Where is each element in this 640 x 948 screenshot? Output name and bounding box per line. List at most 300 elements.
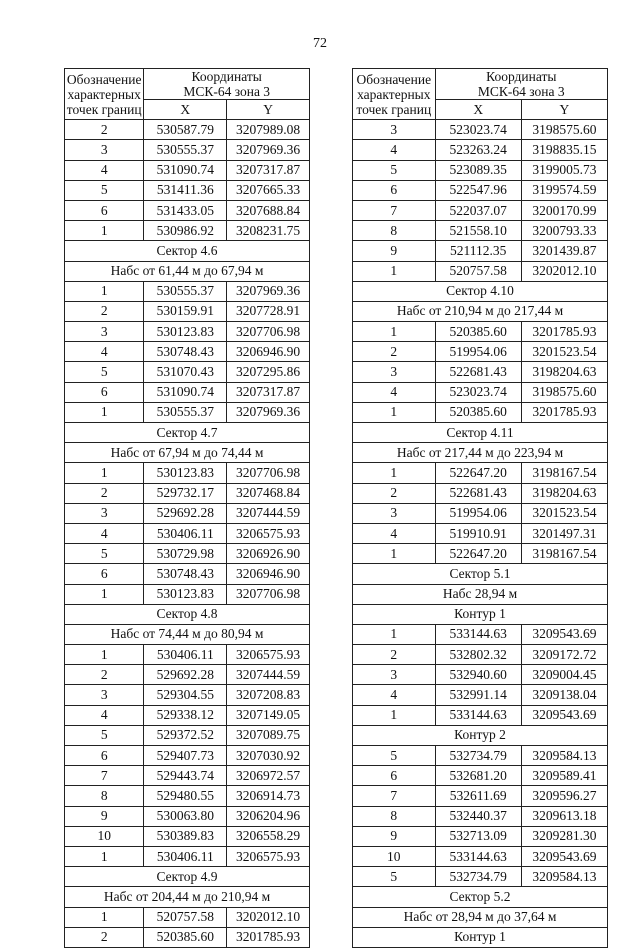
y-coordinate-cell: 3209613.18: [521, 806, 607, 826]
point-number-cell: 1: [353, 624, 436, 644]
point-number-cell: 6: [65, 746, 144, 766]
table-row: [65, 544, 310, 564]
point-number-cell: 2: [65, 665, 144, 685]
point-number-cell: 6: [65, 564, 144, 584]
section-label: Сектор 4.9: [65, 867, 310, 887]
table-row: [65, 200, 310, 220]
table-row: [353, 544, 608, 564]
table-row: [65, 503, 310, 523]
point-number-cell: 1: [353, 402, 436, 422]
y-coordinate-cell: 3206204.96: [227, 806, 310, 826]
table-row: [65, 685, 310, 705]
point-number-cell: 1: [65, 846, 144, 866]
y-coordinate-cell: 3206575.93: [227, 523, 310, 543]
table-row: [65, 645, 310, 665]
table-row: [353, 665, 608, 685]
y-coordinate-cell: 3201785.93: [521, 322, 607, 342]
point-header-line: точек границ: [66, 101, 142, 117]
x-coordinate-cell: 531411.36: [144, 180, 227, 200]
point-number-cell: 9: [353, 826, 436, 846]
y-coordinate-cell: 3209584.13: [521, 746, 607, 766]
y-coordinate-cell: 3206926.90: [227, 544, 310, 564]
point-number-cell: 4: [353, 685, 436, 705]
point-number-cell: 2: [353, 645, 436, 665]
x-coordinate-cell: 520385.60: [435, 322, 521, 342]
table-row: [65, 786, 310, 806]
y-coordinate-cell: 3207030.92: [227, 746, 310, 766]
x-coordinate-cell: 530406.11: [144, 846, 227, 866]
point-number-cell: 6: [353, 766, 436, 786]
point-number-cell: 3: [353, 665, 436, 685]
table-row: [353, 261, 608, 281]
section-label: Набс от 67,94 м до 74,44 м: [65, 443, 310, 463]
table-row: [353, 806, 608, 826]
table-row: [65, 725, 310, 745]
y-coordinate-cell: 3207089.75: [227, 725, 310, 745]
y-column-header: Y: [521, 100, 607, 120]
header-row: [353, 69, 608, 100]
point-number-cell: 4: [65, 342, 144, 362]
y-coordinate-cell: 3207665.33: [227, 180, 310, 200]
x-coordinate-cell: 519954.06: [435, 503, 521, 523]
point-number-cell: 5: [353, 746, 436, 766]
y-column-header: Y: [227, 100, 310, 120]
point-number-cell: 10: [65, 826, 144, 846]
table-row: [353, 200, 608, 220]
y-coordinate-cell: 3206575.93: [227, 645, 310, 665]
point-number-cell: 6: [65, 382, 144, 402]
coordinates-table-right: [352, 68, 608, 948]
y-coordinate-cell: 3206946.90: [227, 342, 310, 362]
y-coordinate-cell: 3199574.59: [521, 180, 607, 200]
point-number-cell: 2: [65, 301, 144, 321]
section-label-row: [353, 564, 608, 584]
y-coordinate-cell: 3207688.84: [227, 200, 310, 220]
y-coordinate-cell: 3198204.63: [521, 483, 607, 503]
y-coordinate-cell: 3206558.29: [227, 826, 310, 846]
y-coordinate-cell: 3207706.98: [227, 584, 310, 604]
y-coordinate-cell: 3198575.60: [521, 120, 607, 140]
point-number-cell: 1: [65, 221, 144, 241]
point-number-cell: 3: [353, 120, 436, 140]
section-label-row: [353, 907, 608, 927]
x-coordinate-cell: 522647.20: [435, 463, 521, 483]
point-number-cell: 5: [65, 544, 144, 564]
section-label: Сектор 5.1: [353, 564, 608, 584]
point-header-line: характерных: [67, 86, 141, 102]
y-coordinate-cell: 3209004.45: [521, 665, 607, 685]
y-coordinate-cell: 3207468.84: [227, 483, 310, 503]
section-label: Сектор 4.8: [65, 604, 310, 624]
section-label-row: [65, 604, 310, 624]
table-row: [65, 342, 310, 362]
x-coordinate-cell: 530748.43: [144, 564, 227, 584]
table-row: [353, 402, 608, 422]
point-number-cell: 9: [65, 806, 144, 826]
y-coordinate-cell: 3207969.36: [227, 402, 310, 422]
x-coordinate-cell: 530986.92: [144, 221, 227, 241]
point-number-cell: 3: [353, 362, 436, 382]
x-coordinate-cell: 523023.74: [435, 382, 521, 402]
x-coordinate-cell: 529407.73: [144, 746, 227, 766]
x-coordinate-cell: 532991.14: [435, 685, 521, 705]
section-label: Сектор 4.10: [353, 281, 608, 301]
point-number-cell: 1: [65, 463, 144, 483]
coords-header-line: МСК-64 зона 3: [477, 84, 565, 99]
point-header-line: Обозначение: [66, 71, 142, 87]
point-number-cell: 9: [353, 241, 436, 261]
y-coordinate-cell: 3209138.04: [521, 685, 607, 705]
section-label-row: [65, 423, 310, 443]
x-coordinate-cell: 520385.60: [144, 927, 227, 947]
table-row: [65, 927, 310, 947]
x-column-header: X: [144, 100, 227, 120]
section-label: Набс от 74,44 м до 80,94 м: [65, 624, 310, 644]
x-coordinate-cell: 533144.63: [435, 846, 521, 866]
y-coordinate-cell: 3201497.31: [521, 523, 607, 543]
x-coordinate-cell: 529338.12: [144, 705, 227, 725]
point-designation-header: [353, 69, 436, 120]
x-coordinate-cell: 532681.20: [435, 766, 521, 786]
y-coordinate-cell: 3201785.93: [521, 402, 607, 422]
y-coordinate-cell: 3207969.36: [227, 140, 310, 160]
y-coordinate-cell: 3207706.98: [227, 463, 310, 483]
point-number-cell: 1: [65, 645, 144, 665]
section-label: Набс от 210,94 м до 217,44 м: [353, 301, 608, 321]
coords-header-line: Координаты: [191, 69, 262, 84]
x-coordinate-cell: 529304.55: [144, 685, 227, 705]
table-row: [65, 564, 310, 584]
x-coordinate-cell: 532611.69: [435, 786, 521, 806]
point-number-cell: 7: [65, 766, 144, 786]
table-row: [353, 826, 608, 846]
section-label-row: [353, 301, 608, 321]
right-table-body: [353, 120, 608, 948]
y-coordinate-cell: 3198575.60: [521, 382, 607, 402]
x-coordinate-cell: 520757.58: [144, 907, 227, 927]
y-coordinate-cell: 3198167.54: [521, 544, 607, 564]
point-number-cell: 1: [353, 322, 436, 342]
section-label-row: [65, 443, 310, 463]
section-label: Сектор 4.6: [65, 241, 310, 261]
y-coordinate-cell: 3209172.72: [521, 645, 607, 665]
point-number-cell: 2: [353, 342, 436, 362]
x-coordinate-cell: 522547.96: [435, 180, 521, 200]
y-coordinate-cell: 3209543.69: [521, 846, 607, 866]
point-number-cell: 2: [65, 927, 144, 947]
table-row: [65, 846, 310, 866]
coordinates-header: [435, 69, 607, 100]
table-row: [65, 806, 310, 826]
table-row: [353, 382, 608, 402]
point-number-cell: 1: [65, 402, 144, 422]
section-label: Набс от 217,44 м до 223,94 м: [353, 443, 608, 463]
coordinates-table-left: [64, 68, 310, 948]
x-coordinate-cell: 519910.91: [435, 523, 521, 543]
section-label-row: [65, 261, 310, 281]
section-label: Сектор 4.7: [65, 423, 310, 443]
point-number-cell: 5: [65, 725, 144, 745]
table-row: [65, 483, 310, 503]
x-coordinate-cell: 530555.37: [144, 140, 227, 160]
table-row: [65, 382, 310, 402]
section-label: Контур 1: [353, 927, 608, 947]
table-row: [353, 523, 608, 543]
y-coordinate-cell: 3201439.87: [521, 241, 607, 261]
y-coordinate-cell: 3209596.27: [521, 786, 607, 806]
table-row: [65, 281, 310, 301]
x-coordinate-cell: 529732.17: [144, 483, 227, 503]
point-number-cell: 6: [353, 180, 436, 200]
x-coordinate-cell: 522037.07: [435, 200, 521, 220]
x-coordinate-cell: 530729.98: [144, 544, 227, 564]
point-number-cell: 7: [353, 200, 436, 220]
point-number-cell: 2: [65, 120, 144, 140]
y-coordinate-cell: 3208231.75: [227, 221, 310, 241]
section-label: Набс 28,94 м: [353, 584, 608, 604]
y-coordinate-cell: 3202012.10: [227, 907, 310, 927]
point-number-cell: 1: [65, 281, 144, 301]
table-row: [353, 241, 608, 261]
y-coordinate-cell: 3206575.93: [227, 846, 310, 866]
section-label-row: [65, 241, 310, 261]
table-row: [65, 463, 310, 483]
y-coordinate-cell: 3207706.98: [227, 322, 310, 342]
y-coordinate-cell: 3209543.69: [521, 624, 607, 644]
table-row: [353, 221, 608, 241]
y-coordinate-cell: 3206972.57: [227, 766, 310, 786]
table-row: [353, 846, 608, 866]
y-coordinate-cell: 3207295.86: [227, 362, 310, 382]
x-coordinate-cell: 530555.37: [144, 281, 227, 301]
section-label-row: [353, 443, 608, 463]
table-row: [353, 867, 608, 887]
section-label-row: [65, 624, 310, 644]
table-row: [65, 221, 310, 241]
x-coordinate-cell: 522681.43: [435, 483, 521, 503]
x-coordinate-cell: 520385.60: [435, 402, 521, 422]
point-number-cell: 2: [65, 483, 144, 503]
y-coordinate-cell: 3207728.91: [227, 301, 310, 321]
section-label-row: [353, 604, 608, 624]
x-coordinate-cell: 530159.91: [144, 301, 227, 321]
x-coordinate-cell: 529443.74: [144, 766, 227, 786]
table-row: [65, 322, 310, 342]
table-row: [353, 322, 608, 342]
table-row: [353, 766, 608, 786]
section-label: Сектор 4.11: [353, 423, 608, 443]
y-coordinate-cell: 3207444.59: [227, 665, 310, 685]
x-coordinate-cell: 521558.10: [435, 221, 521, 241]
y-coordinate-cell: 3209589.41: [521, 766, 607, 786]
point-header-line: характерных: [357, 86, 431, 102]
x-coordinate-cell: 523089.35: [435, 160, 521, 180]
point-number-cell: 8: [353, 221, 436, 241]
x-coordinate-cell: 523023.74: [435, 120, 521, 140]
point-header-line: Обозначение: [356, 71, 432, 87]
x-coordinate-cell: 530748.43: [144, 342, 227, 362]
x-column-header: X: [435, 100, 521, 120]
table-row: [65, 140, 310, 160]
table-row: [353, 503, 608, 523]
table-row: [353, 342, 608, 362]
section-label-row: [353, 423, 608, 443]
table-row: [353, 685, 608, 705]
y-coordinate-cell: 3206946.90: [227, 564, 310, 584]
y-coordinate-cell: 3207149.05: [227, 705, 310, 725]
y-coordinate-cell: 3198835.15: [521, 140, 607, 160]
x-coordinate-cell: 532940.60: [435, 665, 521, 685]
x-coordinate-cell: 529692.28: [144, 503, 227, 523]
table-row: [65, 180, 310, 200]
x-coordinate-cell: 532734.79: [435, 746, 521, 766]
point-number-cell: 1: [65, 907, 144, 927]
y-coordinate-cell: 3200793.33: [521, 221, 607, 241]
y-coordinate-cell: 3207317.87: [227, 160, 310, 180]
x-coordinate-cell: 532802.32: [435, 645, 521, 665]
y-coordinate-cell: 3207317.87: [227, 382, 310, 402]
x-coordinate-cell: 529372.52: [144, 725, 227, 745]
table-row: [353, 483, 608, 503]
point-number-cell: 8: [353, 806, 436, 826]
y-coordinate-cell: 3198167.54: [521, 463, 607, 483]
section-label: Набс от 204,44 м до 210,94 м: [65, 887, 310, 907]
y-coordinate-cell: 3209281.30: [521, 826, 607, 846]
coords-header-line: МСК-64 зона 3: [183, 84, 271, 99]
x-coordinate-cell: 532734.79: [435, 867, 521, 887]
x-coordinate-cell: 529480.55: [144, 786, 227, 806]
point-number-cell: 5: [353, 867, 436, 887]
table-row: [353, 362, 608, 382]
point-number-cell: 1: [353, 544, 436, 564]
table-row: [65, 665, 310, 685]
table-row: [65, 826, 310, 846]
section-label: Контур 2: [353, 725, 608, 745]
x-coordinate-cell: 530123.83: [144, 463, 227, 483]
left-table-body: [65, 120, 310, 948]
point-number-cell: 4: [65, 705, 144, 725]
coordinates-header: [144, 69, 310, 100]
point-number-cell: 4: [65, 160, 144, 180]
table-row: [353, 463, 608, 483]
table-row: [65, 120, 310, 140]
table-row: [65, 705, 310, 725]
point-number-cell: 7: [353, 786, 436, 806]
section-label: Сектор 5.2: [353, 887, 608, 907]
x-coordinate-cell: 530063.80: [144, 806, 227, 826]
y-coordinate-cell: 3207444.59: [227, 503, 310, 523]
x-coordinate-cell: 530587.79: [144, 120, 227, 140]
point-designation-header: [65, 69, 144, 120]
point-number-cell: 2: [353, 483, 436, 503]
point-number-cell: 4: [353, 382, 436, 402]
y-coordinate-cell: 3201523.54: [521, 342, 607, 362]
table-row: [65, 160, 310, 180]
point-number-cell: 4: [353, 140, 436, 160]
table-row: [353, 140, 608, 160]
x-coordinate-cell: 531090.74: [144, 382, 227, 402]
y-coordinate-cell: 3209584.13: [521, 867, 607, 887]
x-coordinate-cell: 532713.09: [435, 826, 521, 846]
y-coordinate-cell: 3209543.69: [521, 705, 607, 725]
table-row: [353, 786, 608, 806]
x-coordinate-cell: 530555.37: [144, 402, 227, 422]
y-coordinate-cell: 3201523.54: [521, 503, 607, 523]
table-row: [65, 362, 310, 382]
y-coordinate-cell: 3207208.83: [227, 685, 310, 705]
y-coordinate-cell: 3198204.63: [521, 362, 607, 382]
x-coordinate-cell: 533144.63: [435, 624, 521, 644]
coords-header-line: Координаты: [486, 69, 557, 84]
point-number-cell: 3: [353, 503, 436, 523]
point-number-cell: 6: [65, 200, 144, 220]
x-coordinate-cell: 519954.06: [435, 342, 521, 362]
point-number-cell: 8: [65, 786, 144, 806]
point-number-cell: 1: [353, 261, 436, 281]
point-number-cell: 4: [65, 523, 144, 543]
table-row: [353, 624, 608, 644]
y-coordinate-cell: 3206914.73: [227, 786, 310, 806]
table-row: [353, 160, 608, 180]
section-label-row: [353, 725, 608, 745]
table-row: [353, 705, 608, 725]
x-coordinate-cell: 531090.74: [144, 160, 227, 180]
section-label: Набс от 61,44 м до 67,94 м: [65, 261, 310, 281]
section-label: Набс от 28,94 м до 37,64 м: [353, 907, 608, 927]
point-number-cell: 3: [65, 140, 144, 160]
table-row: [65, 907, 310, 927]
x-coordinate-cell: 529692.28: [144, 665, 227, 685]
table-row: [353, 645, 608, 665]
point-number-cell: 5: [65, 180, 144, 200]
y-coordinate-cell: 3207969.36: [227, 281, 310, 301]
page-number: 72: [313, 36, 327, 51]
point-number-cell: 5: [65, 362, 144, 382]
point-number-cell: 10: [353, 846, 436, 866]
header-row: [65, 69, 310, 100]
table-row: [65, 746, 310, 766]
section-label-row: [353, 281, 608, 301]
x-coordinate-cell: 530123.83: [144, 322, 227, 342]
x-coordinate-cell: 530389.83: [144, 826, 227, 846]
x-coordinate-cell: 532440.37: [435, 806, 521, 826]
point-number-cell: 3: [65, 322, 144, 342]
point-number-cell: 4: [353, 523, 436, 543]
y-coordinate-cell: 3201785.93: [227, 927, 310, 947]
x-coordinate-cell: 521112.35: [435, 241, 521, 261]
x-coordinate-cell: 530406.11: [144, 645, 227, 665]
x-coordinate-cell: 530123.83: [144, 584, 227, 604]
y-coordinate-cell: 3207989.08: [227, 120, 310, 140]
x-coordinate-cell: 531070.43: [144, 362, 227, 382]
table-row: [65, 523, 310, 543]
point-number-cell: 3: [65, 685, 144, 705]
y-coordinate-cell: 3200170.99: [521, 200, 607, 220]
x-coordinate-cell: 522681.43: [435, 362, 521, 382]
point-number-cell: 1: [353, 463, 436, 483]
table-row: [65, 766, 310, 786]
x-coordinate-cell: 520757.58: [435, 261, 521, 281]
section-label: Контур 1: [353, 604, 608, 624]
section-label-row: [353, 927, 608, 947]
x-coordinate-cell: 533144.63: [435, 705, 521, 725]
table-row: [353, 180, 608, 200]
point-number-cell: 5: [353, 160, 436, 180]
point-number-cell: 1: [353, 705, 436, 725]
point-header-line: точек границ: [356, 101, 432, 117]
y-coordinate-cell: 3199005.73: [521, 160, 607, 180]
x-coordinate-cell: 523263.24: [435, 140, 521, 160]
